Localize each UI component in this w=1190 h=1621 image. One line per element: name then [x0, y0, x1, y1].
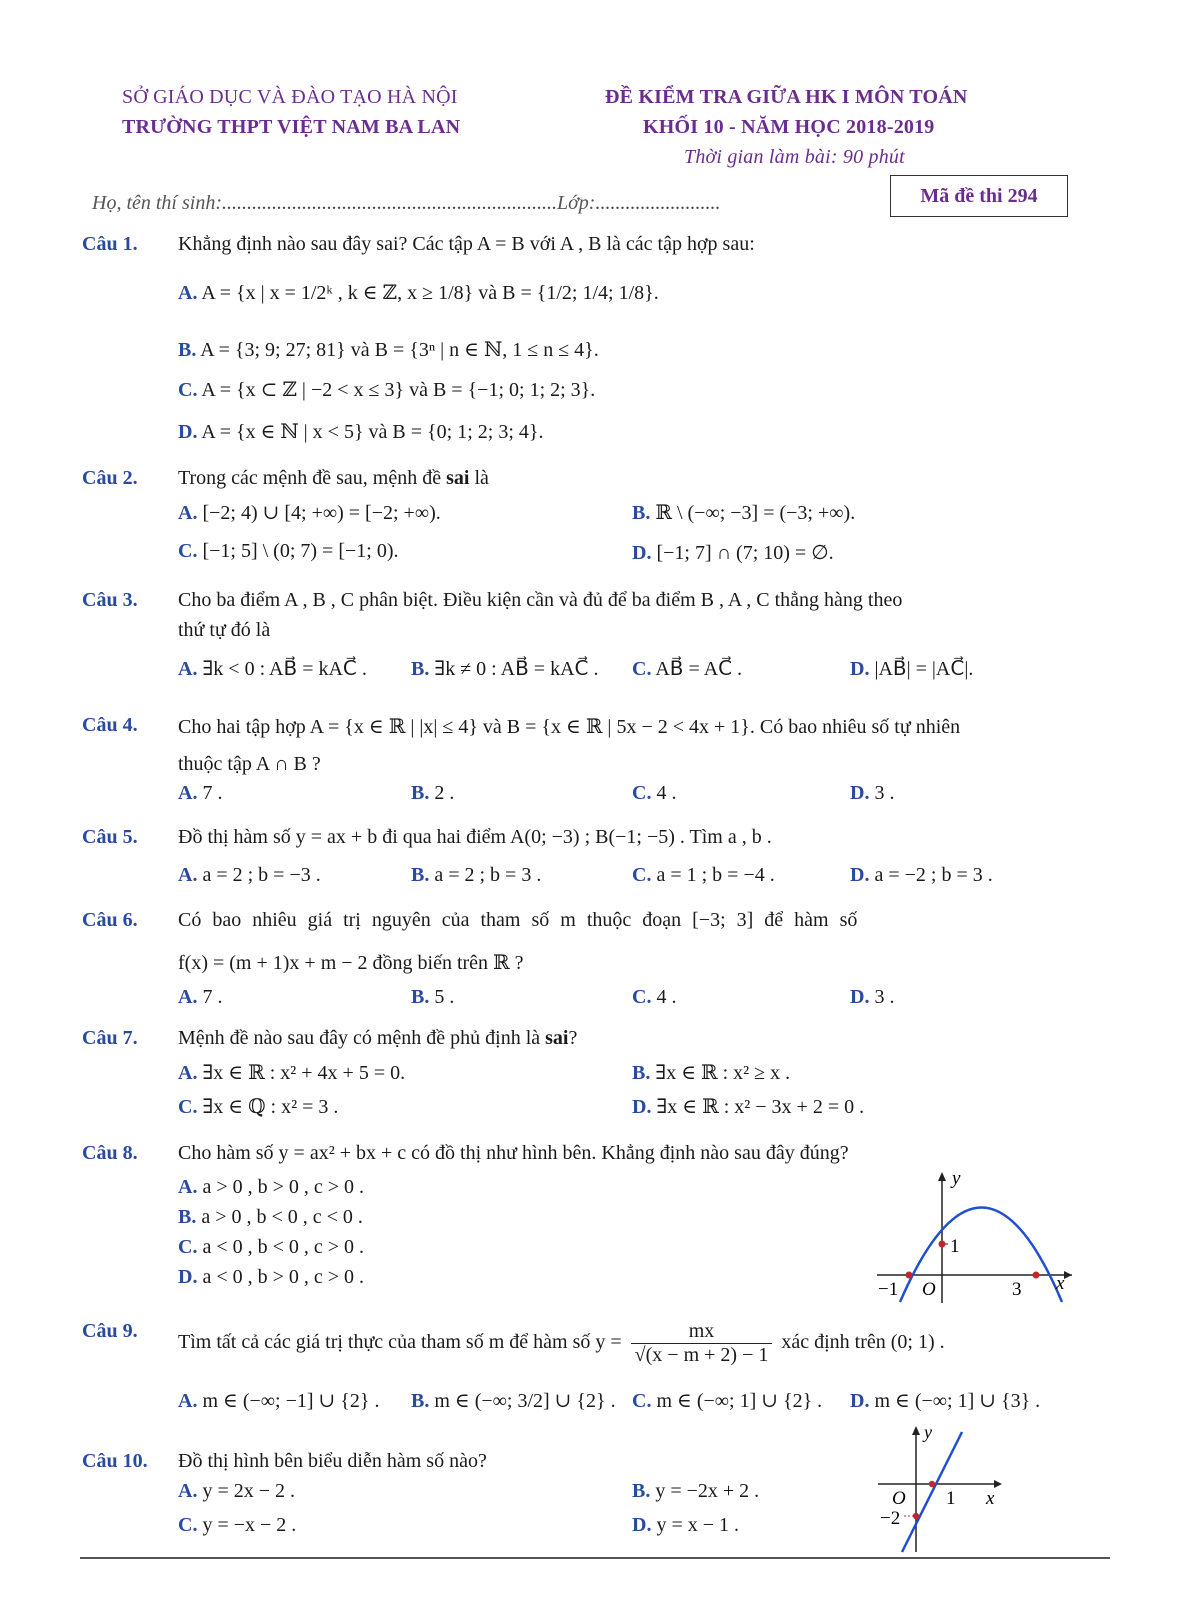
q1-option-b: B. A = {3; 9; 27; 81} và B = {3ⁿ | n ∈ ℕ, 1 ≤ n ≤ 4}.: [178, 339, 599, 361]
question-label: Câu 7.: [82, 1027, 138, 1049]
q9-option-a: A. m ∈ (−∞; −1] ∪ {2} .: [178, 1390, 380, 1412]
question-9: [82, 1320, 945, 1366]
q8-option-b: B. a > 0 , b < 0 , c < 0 .: [178, 1206, 363, 1228]
q8-option-d: D. a < 0 , b > 0 , c > 0 .: [178, 1266, 365, 1288]
point-y-intercept: [913, 1513, 919, 1519]
question-label: Câu 9.: [82, 1320, 138, 1342]
question-8: [82, 1142, 849, 1165]
x-axis-arrow: [994, 1480, 1002, 1488]
question-text: Trong các mệnh đề sau, mệnh đề sai là: [178, 467, 489, 489]
question-text: Cho hàm số y = ax² + bx + c có đồ thị như hình bên. Khẳng định nào sau đây đúng?: [178, 1142, 849, 1164]
q4-option-d: D. 3 .: [850, 782, 895, 804]
label-three: 3: [1012, 1279, 1022, 1300]
exam-code-box: Mã đề thi 294: [890, 175, 1068, 217]
question-6: [82, 909, 858, 932]
question-4: [82, 714, 961, 738]
parabola-graph: [872, 1168, 1082, 1308]
q4-option-a: A. 7 .: [178, 782, 223, 804]
q3-option-a: A. ∃k < 0 : AB⃗ = kAC⃗ .: [178, 658, 367, 680]
question-text: Có bao nhiêu giá trị nguyên của tham số m thuộc đoạn [−3; 3] để hàm số: [178, 909, 858, 931]
label-neg-one: −1: [878, 1279, 899, 1300]
question-10: [82, 1450, 487, 1473]
exam-grade-year: KHỐI 10 - NĂM HỌC 2018-2019: [643, 116, 935, 138]
q4-option-b: B. 2 .: [411, 782, 455, 804]
q10-option-a: A. y = 2x − 2 .: [178, 1480, 296, 1502]
question-6-continued: f(x) = (m + 1)x + m − 2 đồng biến trên ℝ ?: [178, 952, 524, 974]
q10-option-d: D. y = x − 1 .: [632, 1514, 740, 1536]
q5-option-b: B. a = 2 ; b = 3 .: [411, 864, 542, 886]
name-label: Họ, tên thí sinh:: [92, 192, 222, 214]
question-text: Mệnh đề nào sau đây có mệnh đề phủ định là sai?: [178, 1027, 578, 1049]
q2-option-a: A. [−2; 4) ∪ [4; +∞) = [−2; +∞).: [178, 502, 441, 524]
q9-option-d: D. m ∈ (−∞; 1] ∪ {3} .: [850, 1390, 1041, 1412]
q5-option-d: D. a = −2 ; b = 3 .: [850, 864, 993, 886]
question-text: Cho ba điểm A , B , C phân biệt. Điều kiện cần và đủ để ba điểm B , A , C thẳng hàng theo: [178, 589, 903, 611]
school-department: SỞ GIÁO DỤC VÀ ĐÀO TẠO HÀ NỘI: [122, 86, 458, 108]
y-axis-arrow: [938, 1172, 946, 1181]
point-x-intercept: [929, 1481, 935, 1487]
label-neg-two: −2: [880, 1508, 901, 1529]
question-label: Câu 4.: [82, 714, 138, 736]
q3-option-b: B. ∃k ≠ 0 : AB⃗ = kAC⃗ .: [411, 658, 599, 680]
school-name: TRƯỜNG THPT VIỆT NAM BA LAN: [122, 116, 461, 138]
question-label: Câu 6.: [82, 909, 138, 931]
q9-option-c: C. m ∈ (−∞; 1] ∪ {2} .: [632, 1390, 823, 1412]
q8-option-c: C. a < 0 , b < 0 , c > 0 .: [178, 1236, 365, 1258]
q8-option-a: A. a > 0 , b > 0 , c > 0 .: [178, 1176, 365, 1198]
q6-option-b: B. 5 .: [411, 986, 455, 1008]
q6-option-c: C. 4 .: [632, 986, 677, 1008]
y-label: y: [952, 1168, 961, 1189]
q1-option-c: C. A = {x ⊂ ℤ | −2 < x ≤ 3} và B = {−1; 0; 1; 2; 3}.: [178, 379, 596, 401]
q7-option-a: A. ∃x ∈ ℝ : x² + 4x + 5 = 0.: [178, 1062, 406, 1084]
question-1: [82, 233, 755, 256]
question-2: [82, 467, 489, 490]
q3-option-c: C. AB⃗ = AC⃗ .: [632, 658, 743, 680]
question-label: Câu 2.: [82, 467, 138, 489]
question-text: Cho hai tập hợp A = {x ∈ ℝ | |x| ≤ 4} và B = {x ∈ ℝ | 5x − 2 < 4x + 1}. Có bao nhiêu số tự nhiên: [178, 716, 961, 738]
q3-option-d: D. |AB⃗| = |AC⃗|.: [850, 658, 974, 680]
question-5: [82, 826, 772, 849]
question-label: Câu 1.: [82, 233, 138, 255]
q4-option-c: C. 4 .: [632, 782, 677, 804]
q10-option-b: B. y = −2x + 2 .: [632, 1480, 760, 1502]
point-root-right: [1033, 1272, 1040, 1279]
question-text: Tìm tất cả các giá trị thực của tham số m để hàm số y = $\frac{mx}{√(x - m + 2) - 1}$ xác định trên (0; 1) .: [178, 1320, 945, 1366]
line-graph: [870, 1424, 1010, 1554]
question-7: [82, 1027, 578, 1050]
exam-duration: Thời gian làm bài: 90 phút: [684, 146, 905, 168]
q6-option-d: D. 3 .: [850, 986, 895, 1008]
class-dots: .........................: [595, 192, 721, 214]
q6-option-a: A. 7 .: [178, 986, 223, 1008]
y-axis-arrow: [912, 1426, 920, 1435]
name-dots: ...................................................................: [222, 192, 557, 214]
question-4-continued: thuộc tập A ∩ B ?: [178, 753, 321, 775]
label-one: 1: [950, 1236, 960, 1257]
q1-option-d: D. A = {x ∈ ℕ | x < 5} và B = {0; 1; 2; 3; 4}.: [178, 421, 544, 443]
origin-label: O: [922, 1279, 936, 1300]
x-label: x: [986, 1488, 995, 1509]
q5-option-c: C. a = 1 ; b = −4 .: [632, 864, 775, 886]
q7-option-c: C. ∃x ∈ ℚ : x² = 3 .: [178, 1096, 339, 1118]
question-label: Câu 10.: [82, 1450, 148, 1472]
question-label: Câu 5.: [82, 826, 138, 848]
exam-title: ĐỀ KIỂM TRA GIỮA HK I MÔN TOÁN: [605, 86, 968, 108]
x-axis-arrow: [1064, 1271, 1072, 1279]
question-3: [82, 589, 903, 612]
point-y-intercept: [939, 1241, 946, 1248]
fraction: $\frac{mx}{√(x - m + 2) - 1}$: [631, 1320, 773, 1367]
point-root-left: [906, 1272, 913, 1279]
q1-option-a: A. A = {x | x = 1/2ᵏ , k ∈ ℤ, x ≥ 1/8} và B = {1/2; 1/4; 1/8}.: [178, 282, 659, 304]
question-label: Câu 3.: [82, 589, 138, 611]
student-info-line: [92, 192, 720, 215]
label-one: 1: [946, 1488, 956, 1509]
x-label: x: [1056, 1273, 1065, 1294]
footer-rule: [80, 1557, 1110, 1559]
question-text: Đồ thị hình bên biểu diễn hàm số nào?: [178, 1450, 487, 1472]
class-label: Lớp:: [557, 192, 596, 214]
question-text: Đồ thị hàm số y = ax + b đi qua hai điểm A(0; −3) ; B(−1; −5) . Tìm a , b .: [178, 826, 772, 848]
q5-option-a: A. a = 2 ; b = −3 .: [178, 864, 321, 886]
q10-option-c: C. y = −x − 2 .: [178, 1514, 297, 1536]
question-label: Câu 8.: [82, 1142, 138, 1164]
q2-option-b: B. ℝ \ (−∞; −3] = (−3; +∞).: [632, 502, 856, 524]
q2-option-d: D. [−1; 7] ∩ (7; 10) = ∅.: [632, 542, 834, 564]
question-text: Khẳng định nào sau đây sai? Các tập A = B với A , B là các tập hợp sau:: [178, 233, 755, 255]
q7-option-d: D. ∃x ∈ ℝ : x² − 3x + 2 = 0 .: [632, 1096, 865, 1118]
q9-option-b: B. m ∈ (−∞; 3/2] ∪ {2} .: [411, 1390, 616, 1412]
q7-option-b: B. ∃x ∈ ℝ : x² ≥ x .: [632, 1062, 791, 1084]
y-label: y: [924, 1424, 932, 1442]
origin-label: O: [892, 1488, 906, 1509]
q2-option-c: C. [−1; 5] \ (0; 7) = [−1; 0).: [178, 540, 399, 562]
question-3-continued: thứ tự đó là: [178, 619, 271, 641]
